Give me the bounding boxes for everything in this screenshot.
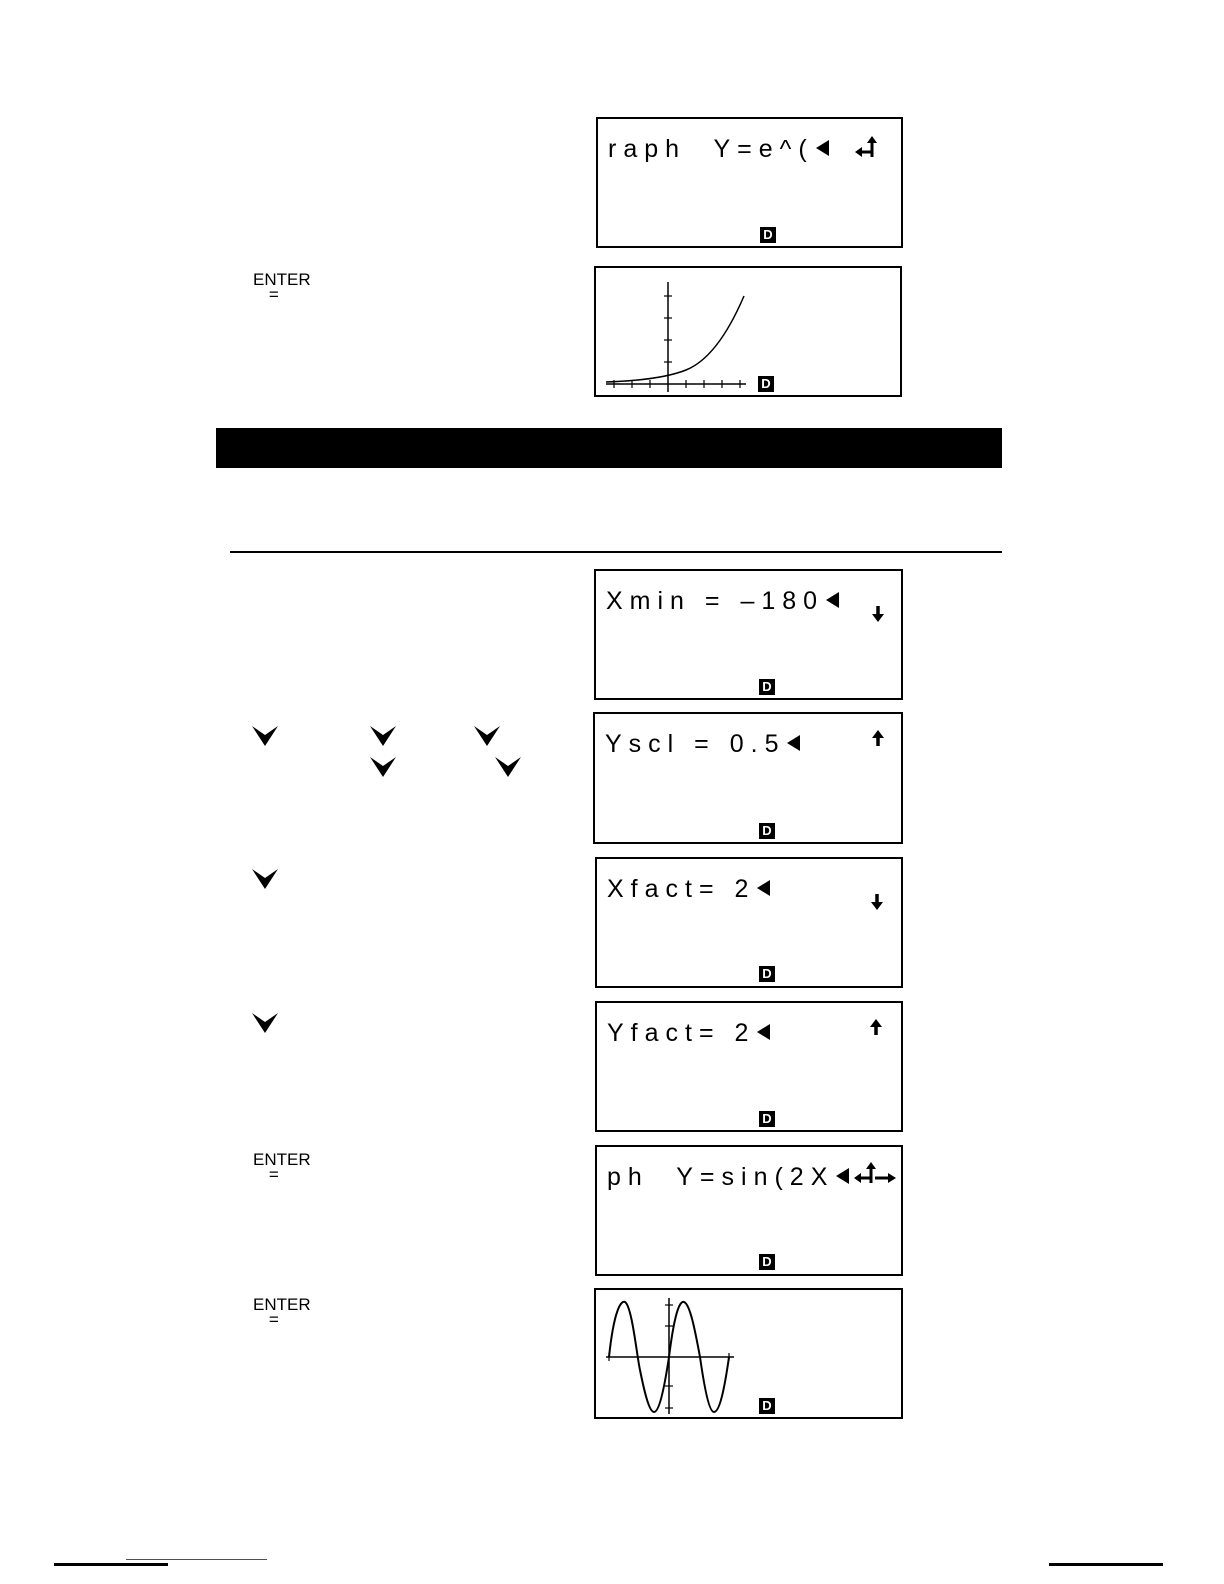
lcd-screen-xmin (594, 569, 903, 700)
lcd-line: Yfact= 2 (607, 1021, 770, 1046)
lcd-screen-sine-graph (594, 1288, 903, 1419)
degree-mode-badge: D (759, 1111, 775, 1127)
enter-key-label (253, 1151, 311, 1183)
lcd-line: Yscl = 0.5 (605, 732, 800, 757)
enter-key-text: ENTER (253, 1150, 311, 1169)
down-chevron-icon (251, 867, 279, 891)
down-arrow-icon (869, 893, 885, 911)
lcd-line: ph Y=sin(2X (607, 1165, 849, 1190)
section-header-bar (216, 428, 1002, 468)
lcd-screen-yfact (595, 1001, 903, 1132)
degree-mode-badge: D (759, 679, 775, 695)
down-chevron-icon (251, 1011, 279, 1035)
cursor-icon (787, 735, 800, 751)
lcd-line: Xfact= 2 (607, 877, 770, 902)
up-arrow-icon (868, 1018, 884, 1036)
enter-key-label (253, 1296, 311, 1328)
footer-rule-right (1049, 1563, 1163, 1566)
section-rule (230, 551, 1002, 553)
cursor-icon (816, 140, 829, 156)
down-chevron-icon (369, 755, 397, 779)
degree-mode-badge: D (758, 376, 774, 392)
cursor-icon (757, 880, 770, 896)
degree-mode-badge: D (759, 1254, 775, 1270)
exp-curve (606, 296, 744, 382)
sine-graph-plot (596, 1290, 901, 1417)
lcd-line: raph Y=e^( (608, 137, 829, 162)
down-arrow-icon (870, 605, 886, 623)
equals-key-text: = (268, 1165, 279, 1184)
degree-mode-badge: D (760, 227, 776, 243)
equals-key-text: = (268, 285, 279, 304)
lcd-screen-yscl (593, 712, 903, 844)
down-chevron-icon (369, 724, 397, 748)
enter-key-label (253, 271, 311, 303)
enter-up-icon (854, 135, 882, 161)
enter-key-text: ENTER (253, 1295, 311, 1314)
cursor-icon (826, 592, 839, 608)
exp-graph-plot (596, 268, 900, 395)
down-chevron-icon (473, 724, 501, 748)
degree-mode-badge: D (759, 823, 775, 839)
down-chevron-icon (251, 724, 279, 748)
lcd-screen-graph-command-sin (595, 1145, 903, 1276)
lcd-screen-graph-command-exp (596, 117, 903, 248)
enter-up-right-icon (853, 1161, 899, 1187)
degree-mode-badge: D (759, 966, 775, 982)
cursor-icon (757, 1024, 770, 1040)
degree-mode-badge: D (759, 1398, 775, 1414)
down-chevron-icon (494, 755, 522, 779)
cursor-icon (836, 1168, 849, 1184)
up-arrow-icon (870, 729, 886, 747)
footer-link-underline[interactable] (126, 1559, 267, 1560)
lcd-line: Xmin = –180 (606, 589, 839, 614)
lcd-screen-xfact (595, 857, 903, 988)
enter-key-text: ENTER (253, 270, 311, 289)
equals-key-text: = (268, 1310, 279, 1329)
footer-rule-left (54, 1563, 168, 1566)
lcd-screen-exp-graph (594, 266, 902, 397)
